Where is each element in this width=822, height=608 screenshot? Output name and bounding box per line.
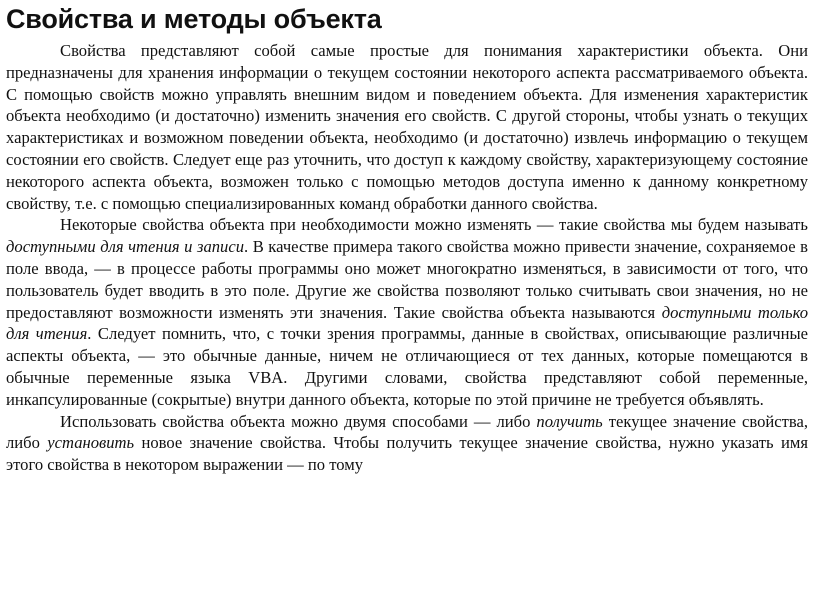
paragraph-2-text-b: . В качестве примера такого свойства можно привести значение, сохраняемое в поле ввода, — в процессе работы программы оно может многократно изменяться, в зависимости от того, что пользователь будет вводить в это поле. Другие же свойства позволяют только считывать свои значения, но не предоставляют возможности изменять эти значения. Такие свойства объекта называются (6, 237, 808, 322)
term-get: получить (536, 411, 603, 431)
section-heading: Свойства и методы объекта (6, 4, 382, 34)
paragraph-2-text-c: . Следует помнить, что, с точки зрения программы, данные в свойствах, описывающие различные аспекты объекта, — это обычные данные, ничем не отличающиеся от тех данных, которые помещаются в обычные переменные языка VBA. Другими словами, свойства представляют собой переменные, инкапсулированные (сокрытые) внутри данного объекта, которые по этой причине не требуется объявлять. (6, 324, 808, 409)
paragraph-2 (6, 214, 808, 410)
term-read-write: доступными для чтения и записи (6, 237, 244, 257)
paragraph-3-text-b: текущее значение свойства, либо (6, 411, 808, 453)
paragraph-1 (6, 40, 808, 214)
paragraph-2-text-a: Некоторые свойства объекта при необходимости можно изменять — такие свойства мы будем называть (60, 215, 808, 235)
paragraph-3-text-a: Использовать свойства объекта можно двумя способами — либо (60, 411, 537, 431)
paragraph-3-text-c: новое значение свойства. Чтобы получить текущее значение свойства, нужно указать имя этого свойства в некотором выражении — по тому (6, 433, 808, 475)
term-set: установить (47, 433, 135, 453)
term-read-only: доступными только для чтения (6, 302, 809, 344)
paragraph-3 (6, 411, 808, 476)
paragraph-1-text: Свойства представляют собой самые простые для понимания характеристики объекта. Они предназначены для хранения информации о текущем состоянии некоторого аспекта рассматриваемого объекта. С помощью свойств можно управлять внешним видом и поведением объекта. Для изменения характеристик объекта необходимо (и достаточно) изменить значения его свойств. С другой стороны, чтобы узнать о текущих характеристиках и возможном поведении объекта, необходимо (и достаточно) извлечь информацию о текущем состоянии его свойств. Следует еще раз уточнить, что доступ к каждому свойству, характеризующему состояние некоторого аспекта объекта, возможен только с помощью методов доступа именно к данному конкретному свойству, т.е. с помощью специализированных команд обработки данного свойства. (6, 41, 808, 213)
